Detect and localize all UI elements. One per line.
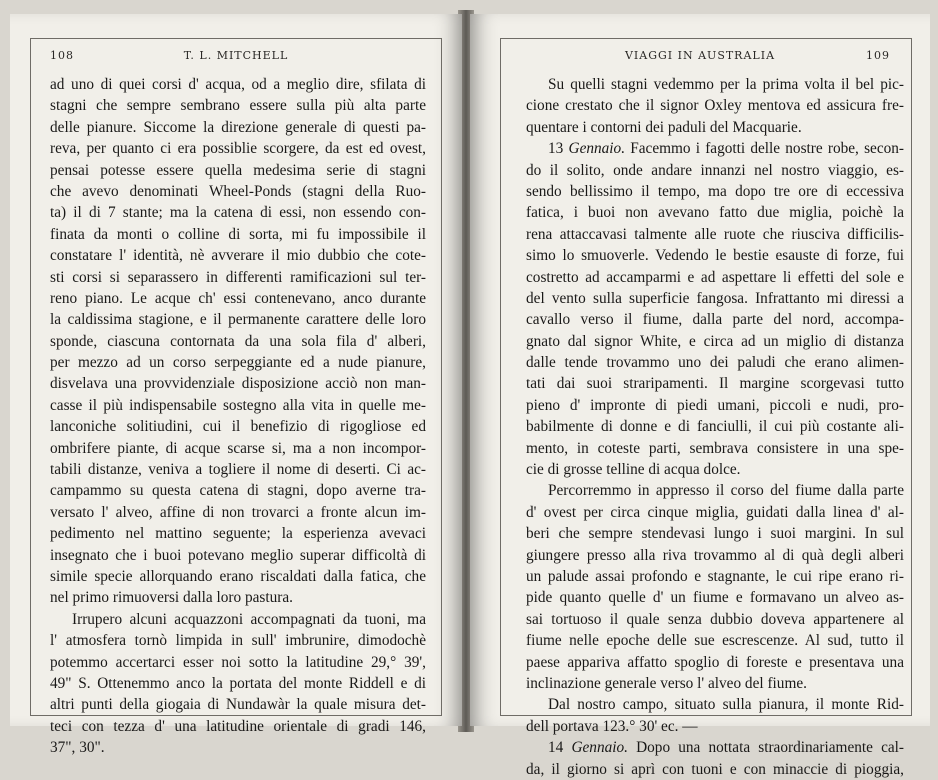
- text-line: per mezzo ad un corso serpeggiante ed a nude pianure,: [50, 354, 426, 372]
- text-line: dalle tende trovammo uno dei paludi che erano alimen-: [526, 354, 904, 372]
- text-line: reno piano. Le acque ch' essi contenevano, anco durante: [50, 289, 426, 307]
- text-line: un palude assai profondo e stagnante, le cui ripe erano ri-: [526, 567, 904, 585]
- text-line: lanconiche solitiudini, cui il benefizio di rigogliose ed: [50, 418, 426, 436]
- text-line: 14 Gennaio. Dopo una nottata straordinariamente cal-: [548, 739, 904, 757]
- text-line: stagni che sempre sembrano essere sulla più alta parte: [50, 97, 426, 115]
- text-line: constatare l' identità, nè avverare il mio dubbio che cote-: [50, 247, 426, 265]
- text-line: cie di grosse telline di acqua dolce.: [526, 461, 741, 479]
- text-line: cavallo verso il fiume, dalla parte del nord, accompa-: [526, 311, 904, 329]
- text-line: campammo su questa catena di stagni, dopo averne tra-: [50, 482, 426, 500]
- text-line: rena attaccavasi talmente alle ruote che riusciva difficilis-: [526, 225, 904, 243]
- text-line: paese appariva affatto spoglio di foreste e presentava una: [526, 653, 904, 671]
- text-line: giungere presso alla riva trovammo al di quà degli alberi: [526, 546, 904, 564]
- text-line: fiume nelle epoche delle sue escrescenze. Al sud, tutto il: [526, 632, 904, 650]
- text-line: versato l' alveo, affine di non trovarci a fronte alcun im-: [50, 503, 426, 521]
- body-text: [526, 74, 904, 780]
- text-line: finata da monti o colline di sorta, mi fu impossibile il: [50, 225, 426, 243]
- body-text: [50, 74, 426, 759]
- text-line: nel primo rimuoversi dalla loro pastura.: [50, 589, 293, 607]
- text-line: 13 Gennaio. Facemmo i fagotti delle nostre robe, secon-: [548, 140, 905, 158]
- text-line: sponde, ciascuna contornata da una sola fila d' alberi,: [50, 332, 426, 350]
- text-line: simo lo smuoverle. Vedendo le bestie esauste di forze, fui: [526, 247, 904, 265]
- text-line: Su quelli stagni vedemmo per la prima volta il bel pic-: [548, 76, 904, 93]
- text-line: potemmo accertarci esser noi sotto la latitudine 29,° 39',: [50, 653, 426, 671]
- text-line: tabili distanze, veniva a togliere il nome di deserti. Ci ac-: [50, 461, 426, 479]
- text-line: simile specie allorquando erano riscaldati dalla fatica, che: [50, 567, 426, 585]
- text-line: del vento sulla superficie fangosa. Infrattanto mi diressi a: [526, 289, 904, 307]
- text-line: pedimento nel mattino seguente; la esperienza avevaci: [50, 525, 426, 543]
- text-line: pieno d' impronte di piedi umani, piccoli e nudi, pro-: [526, 396, 904, 414]
- text-line: ombrifere piante, di acque scarse si, ma a non incompor-: [50, 439, 426, 457]
- text-line: fatica, i buoi non avevano fatto due miglia, poichè la: [526, 204, 904, 222]
- text-line: ad uno di quei corsi d' acqua, od a meglio dire, sfilata di: [50, 76, 426, 93]
- text-line: tati dai suoi straripamenti. Il margine scorgevasi tutto: [526, 375, 904, 393]
- text-line: Dal nostro campo, situato sulla pianura, il monte Rid-: [548, 696, 904, 714]
- text-line: Percorremmo in appresso il corso del fiume dalla parte: [548, 482, 904, 500]
- text-line: delle pianure. Siccome la direzione generale di questi pa-: [50, 118, 426, 136]
- page-number: 109: [866, 49, 890, 62]
- text-line: altri punti della giogaia di Nundawàr la quale misura det-: [50, 696, 426, 714]
- text-line: Irrupero alcuni acquazzoni accompagnati da tuoni, ma: [72, 610, 426, 628]
- running-head: T. L. MITCHELL: [183, 49, 289, 62]
- text-line: da, il giorno si aprì con tuoni e con minaccie di pioggia,: [526, 760, 904, 778]
- text-line: sai tortuoso il quale senza dubbio doveva appartenere al: [526, 610, 904, 628]
- text-line: che avevo denominati Wheel-Ponds (stagni della Ruo-: [50, 182, 426, 200]
- text-line: 37", 30".: [50, 739, 105, 757]
- text-line: quentare i contorni dei paduli del Macquarie.: [526, 118, 802, 136]
- text-line: sti corsi si separassero in differenti ramificazioni sul ter-: [50, 268, 426, 286]
- text-line: pensai potesse essere quella medesima serie di stagni: [50, 161, 426, 179]
- text-line: d' ovest per circa cinque miglia, guidati dalla linea d' al-: [526, 503, 904, 521]
- page-number: 108: [50, 49, 74, 62]
- text-line: babilmente di donne e di fanciulli, il cui più costante ali-: [526, 418, 904, 436]
- text-line: casse il più indispensabile sostegno alla vita in quelle me-: [50, 396, 426, 414]
- text-line: reva, per quanto ci era possiblie scorgere, da est ed ovest,: [50, 140, 426, 158]
- text-line: disvelava una provvidenziale disposizione acciò non man-: [50, 375, 426, 393]
- text-line: beri che sempre stendevasi lungo i suoi margini. In sul: [526, 525, 904, 543]
- text-line: mento, in coteste parti, sembrava consistere in una spe-: [526, 439, 904, 457]
- text-line: la caldissima stagione, e il permanente carattere delle loro: [50, 311, 426, 329]
- right-page: [470, 14, 930, 778]
- text-line: ta) il di 7 stante; ma la catena di essi, non essendo con-: [50, 204, 426, 222]
- text-line: costretto ad accamparmi e ad aspettare li effetti del sole e: [526, 268, 904, 286]
- text-line: inclinazione generale verso l' alveo del fiume.: [526, 674, 807, 692]
- text-line: insegnato che i buoi potevano meglio superar difficoltà di: [50, 546, 426, 564]
- text-line: gnato dal signor White, e circa ad un miglio di distanza: [526, 332, 904, 350]
- running-head: VIAGGI IN AUSTRALIA: [624, 49, 776, 62]
- text-line: l' atmosfera tornò limpida in sull' imbrunire, dimodochè: [50, 632, 426, 650]
- text-line: pide quanto quelle d' un fiume e formavano un alveo as-: [526, 589, 904, 607]
- text-line: 49" S. Ottenemmo anco la portata del monte Riddell e di: [50, 674, 426, 692]
- text-line: dell portava 123.° 30' ec. —: [526, 717, 698, 735]
- text-line: teci con tezza d' una latitudine orientale di gradi 146,: [50, 717, 426, 735]
- text-line: do il solito, onde andare innanzi nel nostro viaggio, es-: [526, 161, 904, 179]
- text-line: cione crestato che il signor Oxley mentova ed assicura fre-: [526, 97, 904, 115]
- text-line: sendo bellissimo il tempo, ma dopo tre ore di eccessiva: [526, 182, 904, 200]
- left-page: [10, 14, 462, 757]
